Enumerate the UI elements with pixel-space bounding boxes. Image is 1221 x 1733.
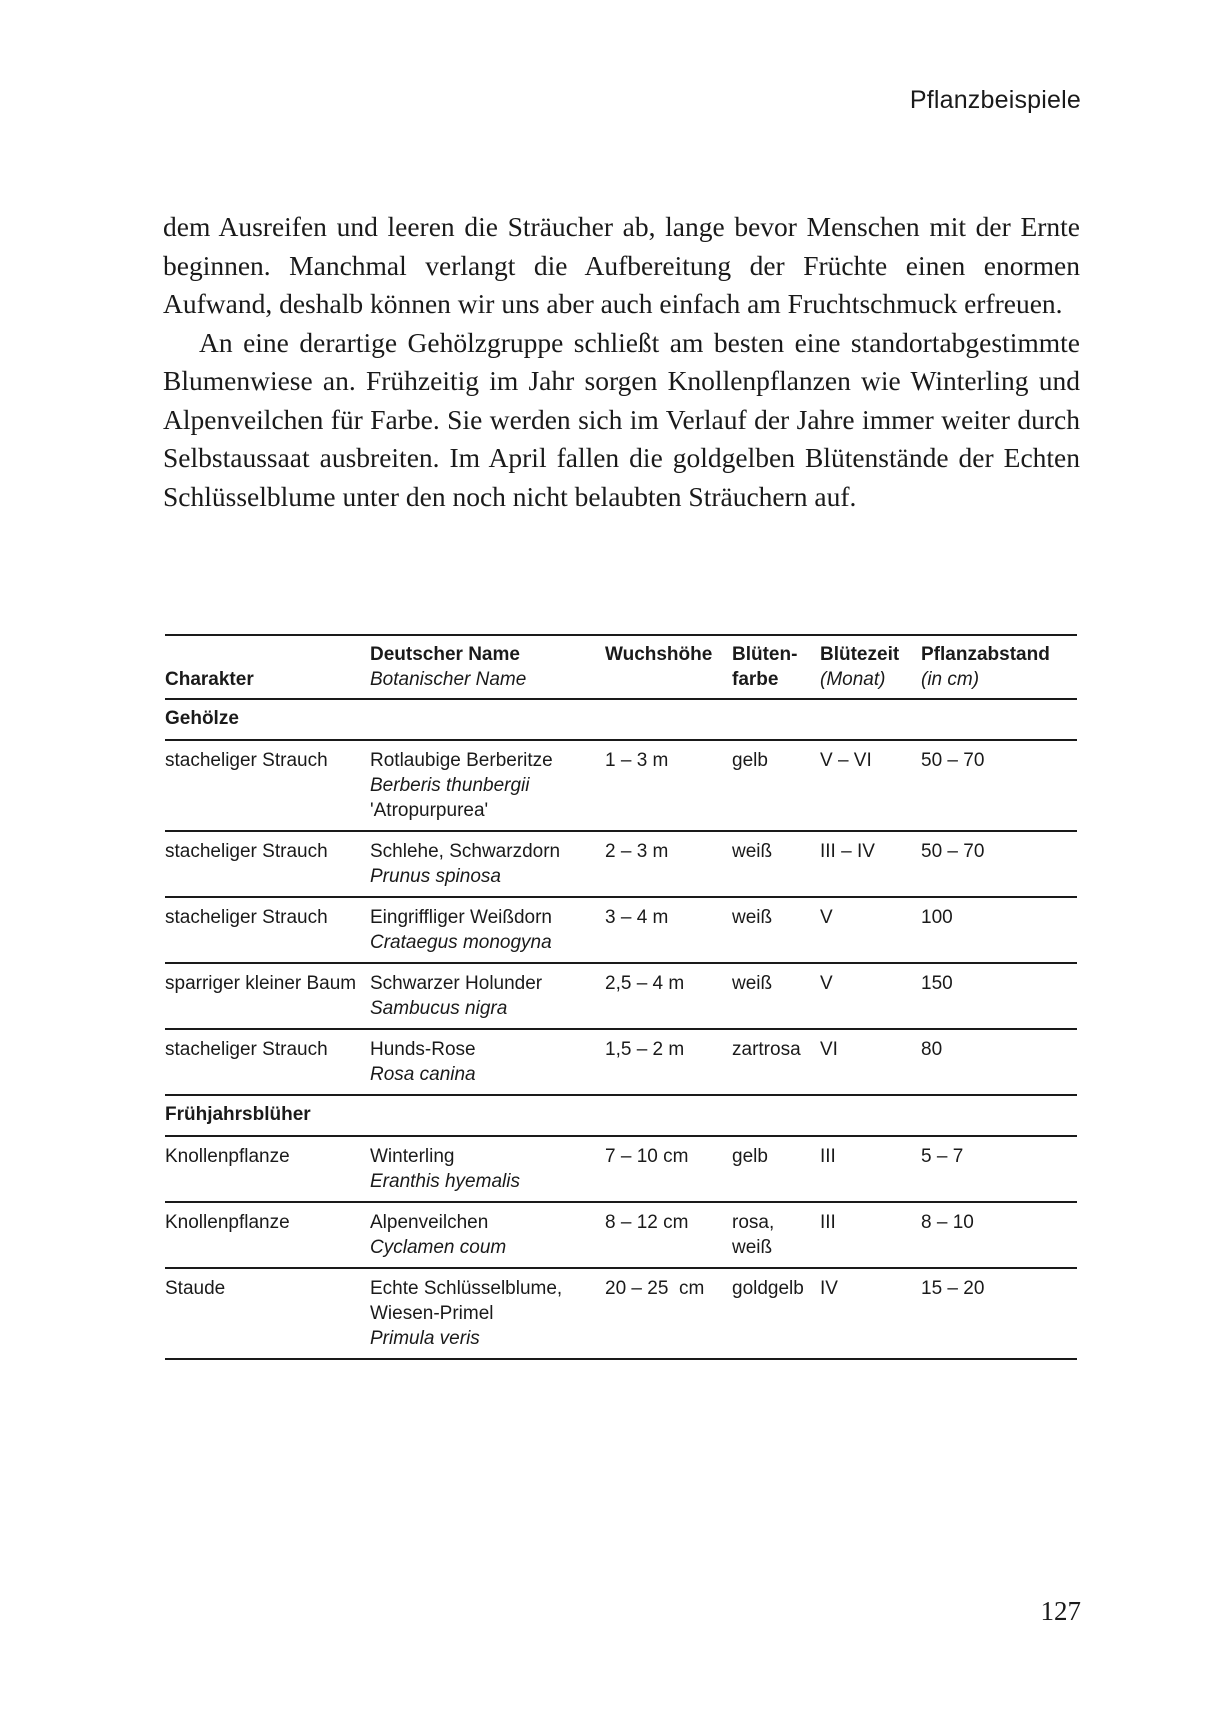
cell-name <box>370 963 605 1029</box>
cell-line: gelb <box>732 750 768 771</box>
cell-line: weiß <box>732 841 773 862</box>
cell-line: Schwarzer Holunder <box>370 973 543 994</box>
cell-charakter: stacheliger Strauch <box>165 841 328 862</box>
cell-bluetezeit: III <box>820 1146 836 1167</box>
header-bluetenfarbe-line1: Blüten- <box>732 644 798 665</box>
cell-bluetenfarbe <box>732 831 820 897</box>
cell-wuchshoehe: 2,5 – 4 m <box>605 973 685 994</box>
cell-charakter: stacheliger Strauch <box>165 907 328 928</box>
cell-wuchshoehe: 20 – 25 cm <box>605 1278 705 1299</box>
cell-charakter: Knollenpflanze <box>165 1146 290 1167</box>
cell-pflanzabstand: 80 <box>921 1039 943 1060</box>
cell-line: Echte Schlüsselblume, <box>370 1278 563 1299</box>
cell-bluetenfarbe <box>732 1136 820 1202</box>
cell-botanischer-name: Berberis thunbergii <box>370 775 530 796</box>
group-row <box>165 699 1077 740</box>
cell-pflanzabstand: 100 <box>921 907 953 928</box>
table-row <box>165 1029 1077 1095</box>
table-row <box>165 1136 1077 1202</box>
cell-pflanzabstand: 50 – 70 <box>921 750 985 771</box>
table-row <box>165 831 1077 897</box>
cell-line: gelb <box>732 1146 768 1167</box>
cell-deutscher-name <box>370 1276 605 1326</box>
cell-botanischer-name: Cyclamen coum <box>370 1237 507 1258</box>
cell-line: weiß <box>732 973 773 994</box>
table-row <box>165 1202 1077 1268</box>
cell-botanischer-name: Prunus spinosa <box>370 866 501 887</box>
cell-pflanzabstand: 5 – 7 <box>921 1146 964 1167</box>
cell-name <box>370 897 605 963</box>
group-row <box>165 1095 1077 1136</box>
cell-line: Hunds-Rose <box>370 1039 476 1060</box>
cell-wuchshoehe: 8 – 12 cm <box>605 1212 689 1233</box>
paragraph: An eine derartige Gehölzgruppe schließt am besten eine standortabgestimmte Blumenwiese an. Frühzeitig im Jahr sorgen Knollenpflanzen wie Winterling und Alpenveilchen für Farbe. Sie werden sich im Verlauf der Jahre immer weiter durch Selbstaussaat ausbreiten. Im April fallen die goldgelben Blütenstände der Echten Schlüsselblume unter den noch nicht belaubten Sträuchern auf. <box>163 326 1080 512</box>
group-heading: Frühjahrsblüher <box>165 1104 311 1125</box>
cell-bluetezeit: V <box>820 907 833 928</box>
header-pflanzabstand-label: Pflanzabstand <box>921 644 1050 665</box>
header-bluetenfarbe <box>732 635 820 699</box>
header-botanischer-name: Botanischer Name <box>370 669 527 690</box>
cell-line: rosa, <box>732 1212 775 1233</box>
cell-wuchshoehe: 7 – 10 cm <box>605 1146 689 1167</box>
cell-cultivar: 'Atropurpurea' <box>370 800 489 821</box>
cell-deutscher-name <box>370 748 605 773</box>
cell-deutscher-name <box>370 1037 605 1062</box>
header-bluetenfarbe-line2: farbe <box>732 669 779 690</box>
cell-line: zartrosa <box>732 1039 801 1060</box>
cell-wuchshoehe: 1 – 3 m <box>605 750 669 771</box>
cell-deutscher-name <box>370 839 605 864</box>
table-row <box>165 740 1077 831</box>
cell-name <box>370 1202 605 1268</box>
cell-botanischer-name: Sambucus nigra <box>370 998 508 1019</box>
cell-charakter: stacheliger Strauch <box>165 750 328 771</box>
cell-deutscher-name <box>370 1144 605 1169</box>
cell-botanischer-name: Rosa canina <box>370 1064 476 1085</box>
cell-line: Rotlaubige Berberitze <box>370 750 553 771</box>
header-deutscher-name: Deutscher Name <box>370 644 520 665</box>
header-charakter: Charakter <box>165 669 254 690</box>
header-wuchshoehe <box>605 635 732 699</box>
cell-name <box>370 1029 605 1095</box>
header-pflanzabstand <box>921 635 1077 699</box>
table-header-row <box>165 635 1077 699</box>
table-body <box>165 699 1077 1359</box>
cell-bluetenfarbe <box>732 1029 820 1095</box>
table-row <box>165 897 1077 963</box>
cell-name <box>370 831 605 897</box>
cell-charakter: Knollenpflanze <box>165 1212 290 1233</box>
cell-charakter: sparriger kleiner Baum <box>165 973 357 994</box>
cell-pflanzabstand: 8 – 10 <box>921 1212 974 1233</box>
cell-line: Schlehe, Schwarzdorn <box>370 841 561 862</box>
cell-deutscher-name <box>370 971 605 996</box>
header-pflanzabstand-unit: (in cm) <box>921 669 980 690</box>
cell-pflanzabstand: 15 – 20 <box>921 1278 985 1299</box>
cell-bluetenfarbe <box>732 740 820 831</box>
body-text <box>163 208 1080 516</box>
cell-line: weiß <box>732 1237 773 1258</box>
cell-wuchshoehe: 2 – 3 m <box>605 841 669 862</box>
cell-botanischer-name: Eranthis hyemalis <box>370 1171 520 1192</box>
cell-line: Alpenveilchen <box>370 1212 489 1233</box>
table-row <box>165 963 1077 1029</box>
cell-bluetezeit: VI <box>820 1039 838 1060</box>
cell-bluetenfarbe <box>732 897 820 963</box>
cell-pflanzabstand: 150 <box>921 973 953 994</box>
cell-deutscher-name <box>370 1210 605 1235</box>
cell-deutscher-name <box>370 905 605 930</box>
group-heading: Gehölze <box>165 708 239 729</box>
table-row <box>165 1268 1077 1359</box>
header-bluetezeit <box>820 635 921 699</box>
cell-line: Winterling <box>370 1146 455 1167</box>
cell-botanischer-name: Primula veris <box>370 1328 480 1349</box>
cell-bluetezeit: V <box>820 973 833 994</box>
paragraph: dem Ausreifen und leeren die Sträucher ab, lange bevor Menschen mit der Ernte beginnen. Manchmal verlangt die Aufbereitung der Früchte einen enormen Aufwand, deshalb können wir uns aber auch einfach am Fruchtschmuck erfreuen. <box>163 211 1080 319</box>
running-head: Pflanzbeispiele <box>909 86 1081 114</box>
page-number: 127 <box>1040 1596 1081 1626</box>
cell-line: Wiesen-Primel <box>370 1303 494 1324</box>
cell-botanischer-name: Crataegus monogyna <box>370 932 552 953</box>
header-bluetezeit-label: Blütezeit <box>820 644 900 665</box>
cell-name <box>370 1136 605 1202</box>
cell-name <box>370 740 605 831</box>
plant-table <box>165 634 1077 1360</box>
cell-line: goldgelb <box>732 1278 804 1299</box>
cell-charakter: stacheliger Strauch <box>165 1039 328 1060</box>
cell-bluetenfarbe <box>732 963 820 1029</box>
cell-bluetezeit: III – IV <box>820 841 875 862</box>
cell-bluetenfarbe <box>732 1202 820 1268</box>
cell-name <box>370 1268 605 1359</box>
cell-bluetezeit: V – VI <box>820 750 872 771</box>
header-bluetezeit-unit: (Monat) <box>820 669 886 690</box>
cell-bluetenfarbe <box>732 1268 820 1359</box>
cell-line: Eingriffliger Weißdorn <box>370 907 552 928</box>
header-wuchshoehe-label: Wuchshöhe <box>605 644 713 665</box>
cell-line: weiß <box>732 907 773 928</box>
cell-wuchshoehe: 1,5 – 2 m <box>605 1039 685 1060</box>
cell-wuchshoehe: 3 – 4 m <box>605 907 669 928</box>
cell-bluetezeit: IV <box>820 1278 838 1299</box>
cell-pflanzabstand: 50 – 70 <box>921 841 985 862</box>
cell-bluetezeit: III <box>820 1212 836 1233</box>
header-name <box>370 635 605 699</box>
cell-charakter: Staude <box>165 1278 226 1299</box>
